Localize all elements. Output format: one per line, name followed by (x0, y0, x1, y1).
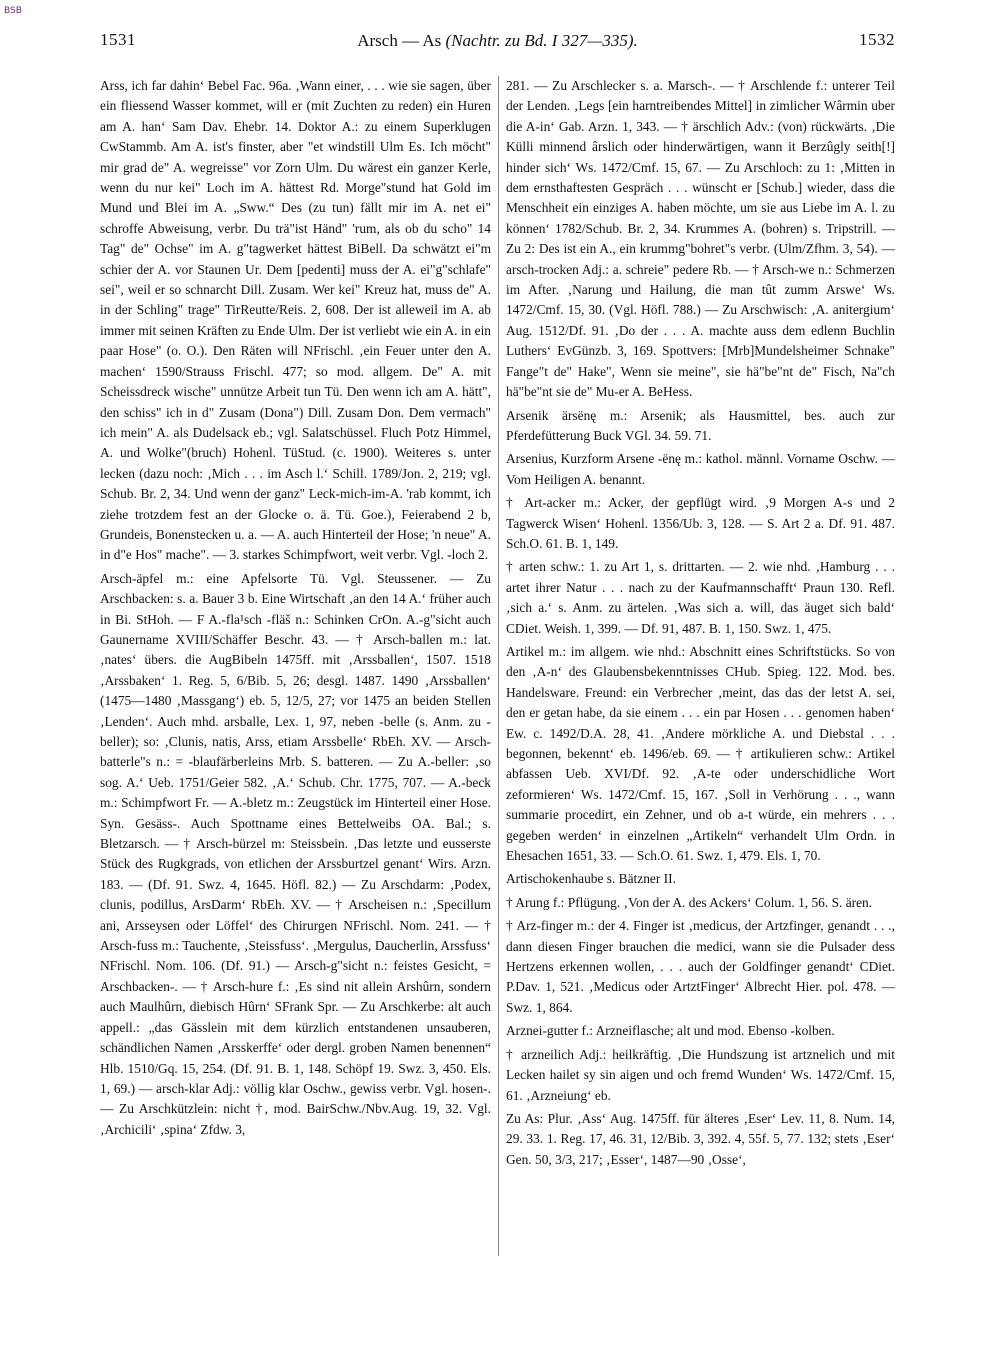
right-paragraph: Arznei-gutter f.: Arzneiflasche; alt und mod. Ebenso -kolben. (506, 1023, 835, 1039)
page-header (100, 30, 895, 56)
right-paragraph: 281. — Zu Arschlecker s. a. Marsch-. — † Arschlende f.: unterer Teil der Lenden. ‚Legs [ein harntreibendes Mittel] in zimlicher Wârmin uber die A-in‘ Gab. Arzn. 1, 343. — † ärschlich Adv.: (von) rückwärts. ‚Die Külli minnend ârslich oder hinderwärtigen, wann it Berzûgly seith[!] hinder sich‘ Ws. 1472/Cmf. 15, 67. — Zu Arschloch: zu 1: ‚Mitten in dem ernsthaftesten Gespräch . . . wünscht er [Schub.] wieder, dass die Menschheit ein einziges A. haben möchte, um sie aus Liebe im A. l. zu können‘ 1782/Schub. Br. 2, 34. Krummes A. (bohren) s. Tripstrill. — Zu 2: Des ist ein A., ein krummg"bohret"s verbr. (Ulm/Zfhm. 3, 54). — arsch-trocken Adj.: a. schreie" pedere Rb. — † Arsch-we n.: Schmerzen im After. ‚Narung und Hailung, die man tût zumm Arswe‘ Ws. 1472/Cmf. 15, 30. (Vgl. Höfl. 788.) — Zu Arschwisch: ‚A. anitergium‘ Aug. 1512/Df. 91. ‚Do der . . . A. machte auss dem edlenn Buchlin Luthers‘ EvGünzb. 3, 169. Spottvers: [Mrb]Mundelsheimer Schnake" Fange"t de" Hake", Wenn sie meine", sie hä"be"nt de" Fisch, Na"ch hä"be"nt sie de" Mu-er A. BeHess. (506, 78, 895, 400)
right-paragraph: † Arz-finger m.: der 4. Finger ist ‚medicus, der Artzfinger, genandt . . ., dann diesen Finger brauchen die medici, wann sie die Pulsader dess Hertzens erkennen wollen, . . . auch der Goldfinger genandt‘ CDiet. P.Dav. 1, 521. ‚Medicus oder ArtztFinger‘ Albrecht Hier. pol. 478. — Swz. 1, 864. (506, 918, 895, 1015)
right-paragraph: Artischokenhaube s. Bätzner II. (506, 871, 676, 887)
left-column (100, 76, 491, 1261)
left-paragraph: Arsch-äpfel m.: eine Apfelsorte Tü. Vgl. Steussener. — Zu Arschbacken: s. a. Bauer 3 b. Eine Wirtschaft ‚an den 14 A.‘ früher auch in Bi. StHoh. — F A.-fla¹sch -fläš n.: Schinken CrOn. A.-g"sicht auch Gaunername XVIII/Schäffer Beschr. 43. — † Arsch-ballen m.: lat. ‚nates‘ übers. die AugBibeln 1475ff. mit ‚Arssballen‘, 1507. 1518 ‚Arssbaken‘ 1. Reg. 5, 6/Bib. 5, 26; desgl. 1487. 1490 ‚Arssballen‘ (1475—1480 ‚Massgang‘) eb. 5, 12/5, 27; vor 1475 an beiden Stellen ‚Lenden‘. Auch mhd. arsballe, Lex. 1, 97, neben -belle (s. Anm. zu -beller); so: ‚Clunis, natis, Arss, etiam Arssbelle‘ RbEh. XV. — Arsch-batterle"s n.: = -blaufärberleins Mrb. S. batteren. — Zu A.-beller: ‚so sog. A.‘ Ueb. 1751/Geier 582. ‚A.‘ Schub. Chr. 1775, 707. — A.-beck m.: Schimpfwort Fr. — A.-bletz m.: Zeugstück im Hinterteil einer Hose. Syn. Gesäss-. Auch Spottname eines Bettelweibs OA. Bal.; s. Bletzarsch. — † Arsch-bürzel m: Steissbein. ‚Das letzte und eusserste Stück des Rugkgrads, von etlichen der Arssburtzel genant‘ Wirs. Arzn. 183. — (Df. 91. Swz. 4, 1645. Höfl. 82.) — Zu Arschdarm: ‚Podex, clunis, podillus, ArsDarm‘ RbEh. XV. — † Arscheisen n.: ‚Specillum ani, Arsseysen oder Löffel‘ des Chirurgen NFrischl. Nom. 241. — † Arsch-fuss m.: Tauchente, ‚Steissfuss‘. ‚Mergulus, Daucherlin, Arssfuss‘ NFrischl. Nom. 106. (Df. 91.) — Arsch-g"sicht n.: feistes Gesicht, = Arschbacken-. — † Arsch-hure f.: ‚Es sind nit allein Arshûrn, sondern auch Maulhûrn, diebisch Hûrn‘ SFrank Spr. — Zu Arschkerbe: alt auch appell.: „das Gässlein mit dem kürzlich entstandenen unsauberen, schändlichen Namen ‚Arsskerffe‘ oder dergl. groben Namen benennen“ Hlb. 1510/Gq. 15, 254. (Df. 91. B. 1, 148. Schöpf 19. Swz. 3, 450. Els. 1, 69.) — arsch-klar Adj.: völlig klar Oschw., gewiss verbr. Vgl. hosen-. — Zu Arschkützlein: nicht †, mod. BairSchw./Nbv.Aug. 19, 32. Vgl. ‚Archicili‘ ‚spina‘ Zfdw. 3, (100, 570, 491, 1137)
right-column (506, 76, 895, 1261)
right-paragraph: Arsenius, Kurzform Arsene -ënę m.: kathol. männl. Vorname Oschw. — Vom Heiligen A. benannt. (506, 451, 895, 487)
right-paragraph: † arten schw.: 1. zu Art 1, s. drittarten. — 2. wie nhd. ‚Hamburg . . . artet ihrer Natur . . . nach zu der Kaufmannschafft‘ Praun 130. Refl. ‚sich a.‘ s. Anm. zu ärtelen. ‚Was sich a. will, das äuget sich bald‘ CDiet. Weish. 1, 399. — Df. 91, 487. B. 1, 150. Swz. 1, 475. (506, 559, 895, 636)
column-divider (498, 76, 499, 1256)
running-title-note: (Nachtr. zu Bd. I 327—335). (445, 31, 638, 50)
right-paragraph: † Arung f.: Pflügung. ‚Von der A. des Ackers‘ Colum. 1, 56. S. ären. (506, 894, 873, 910)
page-number-left: 1531 (100, 30, 136, 49)
right-paragraph: Zu As: Plur. ‚Ass‘ Aug. 1475ff. für älteres ‚Eser‘ Lev. 11, 8. Num. 14, 29. 33. 1. Reg. 17, 46. 31, 12/Bib. 3, 392. 4, 55f. 5, 77. 132; stets ‚Eser‘ Gen. 50, 3/3, 217; ‚Esser‘, 1487—90 ‚Osse‘, (506, 1110, 895, 1167)
left-paragraph: Arss, ich far dahin‘ Bebel Fac. 96a. ‚Wann einer, . . . wie sie sagen, über ein fliessend Wasser kommet, will er (mit Zuchten zu reden) ein Huren am A. han‘ Sam Dav. Ehebr. 14. Doktor A.: zu einem Superklugen CwStammb. Am A. ist's finster, aber "et windstill Ulm Es. Ich möcht" mir grad de" A. wegreisse" vor Zorn Ulm. Du wärest ein ganzer Kerle, wenn du nur kei" Loch im A. hättest Rd. Morge"stund hat Gold im Mund und Blei im A. „Sww.“ Des (zu tun) fällt mir im A. net ei" schroffe Abweisung, verbr. Du trä"ist Händ" 'rum, als ob du scho" 14 Tag" de" Ochse" im A. g"tagwerket hättest BiBell. Da schwätzt ei"m schier der A. vor Staunen Ur. Dem [pedenti] muss der A. ei"g"schlafe" sei", weil er so schnarcht Dill. Zusam. Wer kei" Kreuz hat, muss de" A. in der Schling" trage" TirReutte/Reis. 2, 608. Der ist alleweil im A. ab immer mit seinen Kräften zu Ende Ulm. Der ist verliebt wie ein A. in ein paar Hose" (o. O.). Den Räten will NFrischl. ‚ein Feuer unter den A. machen‘ 1590/Strauss Frischl. 477; so mod. allgem. De" A. mit Scheissdreck wische" unnütze Arbeit tun Tü. Den wenn ich am A. hätt", den schiss" ich in d" Zusam (Dona") Dill. Zusam Don. Dem vermach" ich mein" A. als Dudelsack eb.; vgl. Salatschüssel. Fluch Potz Himmel, A. und Wolke"(bruch) Hohenl. TüStud. (c. 1900). Weiteres s. unter lecken (dazu noch: ‚Mich . . . im Asch l.‘ Schill. 1789/Jon. 2, 219; vgl. Schub. Br. 2, 34. Und wenn der ganz" Leck-mich-im-A. 'rab kommt, ich ziehe trotzdem fest an der Glocke o. ä. Tü. Goe.), Feierabend 2 b, Grundeis, Bonenstecken u. a. — A. auch Hinterteil der Hose; 'n neue" A. in d"e Hos" mache". — 3. starkes Schimpfwort, weit verbr. Vgl. -loch 2. (100, 78, 491, 563)
right-paragraph: Arsenik ärsënę m.: Arsenik; als Hausmittel, bes. auch zur Pferdefütterung Buck VGl. 34. 59. 71. (506, 407, 895, 443)
right-paragraph: † arzneilich Adj.: heilkräftig. ‚Die Hundszung ist artznelich und mit Lecken hailet sy sin aigen und och fremd Wunden‘ Ws. 1472/Cmf. 15, 61. ‚Arzneiung‘ eb. (506, 1046, 895, 1103)
right-paragraph: Artikel m.: im allgem. wie nhd.: Abschnitt eines Schriftstücks. So von den ‚A-n‘ des Glaubensbekenntnisses CHub. Spieg. 122. Mod. bes. Handelsware. Freund: ein Verbrecher ‚meint, das das der letst A. sei, den er getan habe, da sie einem . . . ein par Hosen . . . genomen haben‘ Ew. c. 1492/D.A. 28, 41. ‚Andere mörkliche A. und Diebstal . . . begonnen, bekennt‘ eb. 1496/eb. 69. — † artikulieren schw.: Artikel abfassen Ueb. XVI/Df. 92. ‚A-te oder underschidliche Wort zeformieren‘ Ws. 1472/Cmf. 15, 167. ‚Soll in Verhörung . . ., wann summarie procedirt, ein Zehner, und ob a-t würde, ein mehrers . . . gegeben werden‘ in einzelnen „Artikeln“ verhandelt Ulm Ordn. in Ehesachen 1651, 33. — Sch.O. 61. Swz. 1, 479. Els. 1, 70. (506, 643, 895, 864)
running-title-main: Arsch — As (357, 31, 442, 50)
library-stamp: BSB (4, 6, 22, 16)
right-paragraph: † Art-acker m.: Acker, der gepflügt wird. ‚9 Morgen A-s und 2 Tagwerck Wisen‘ Hohenl. 1356/Ub. 3, 128. — S. Art 2 a. Df. 91. 487. Sch.O. 61. B. 1, 149. (506, 495, 895, 551)
page-number-right: 1532 (859, 30, 895, 49)
running-title (100, 31, 895, 51)
